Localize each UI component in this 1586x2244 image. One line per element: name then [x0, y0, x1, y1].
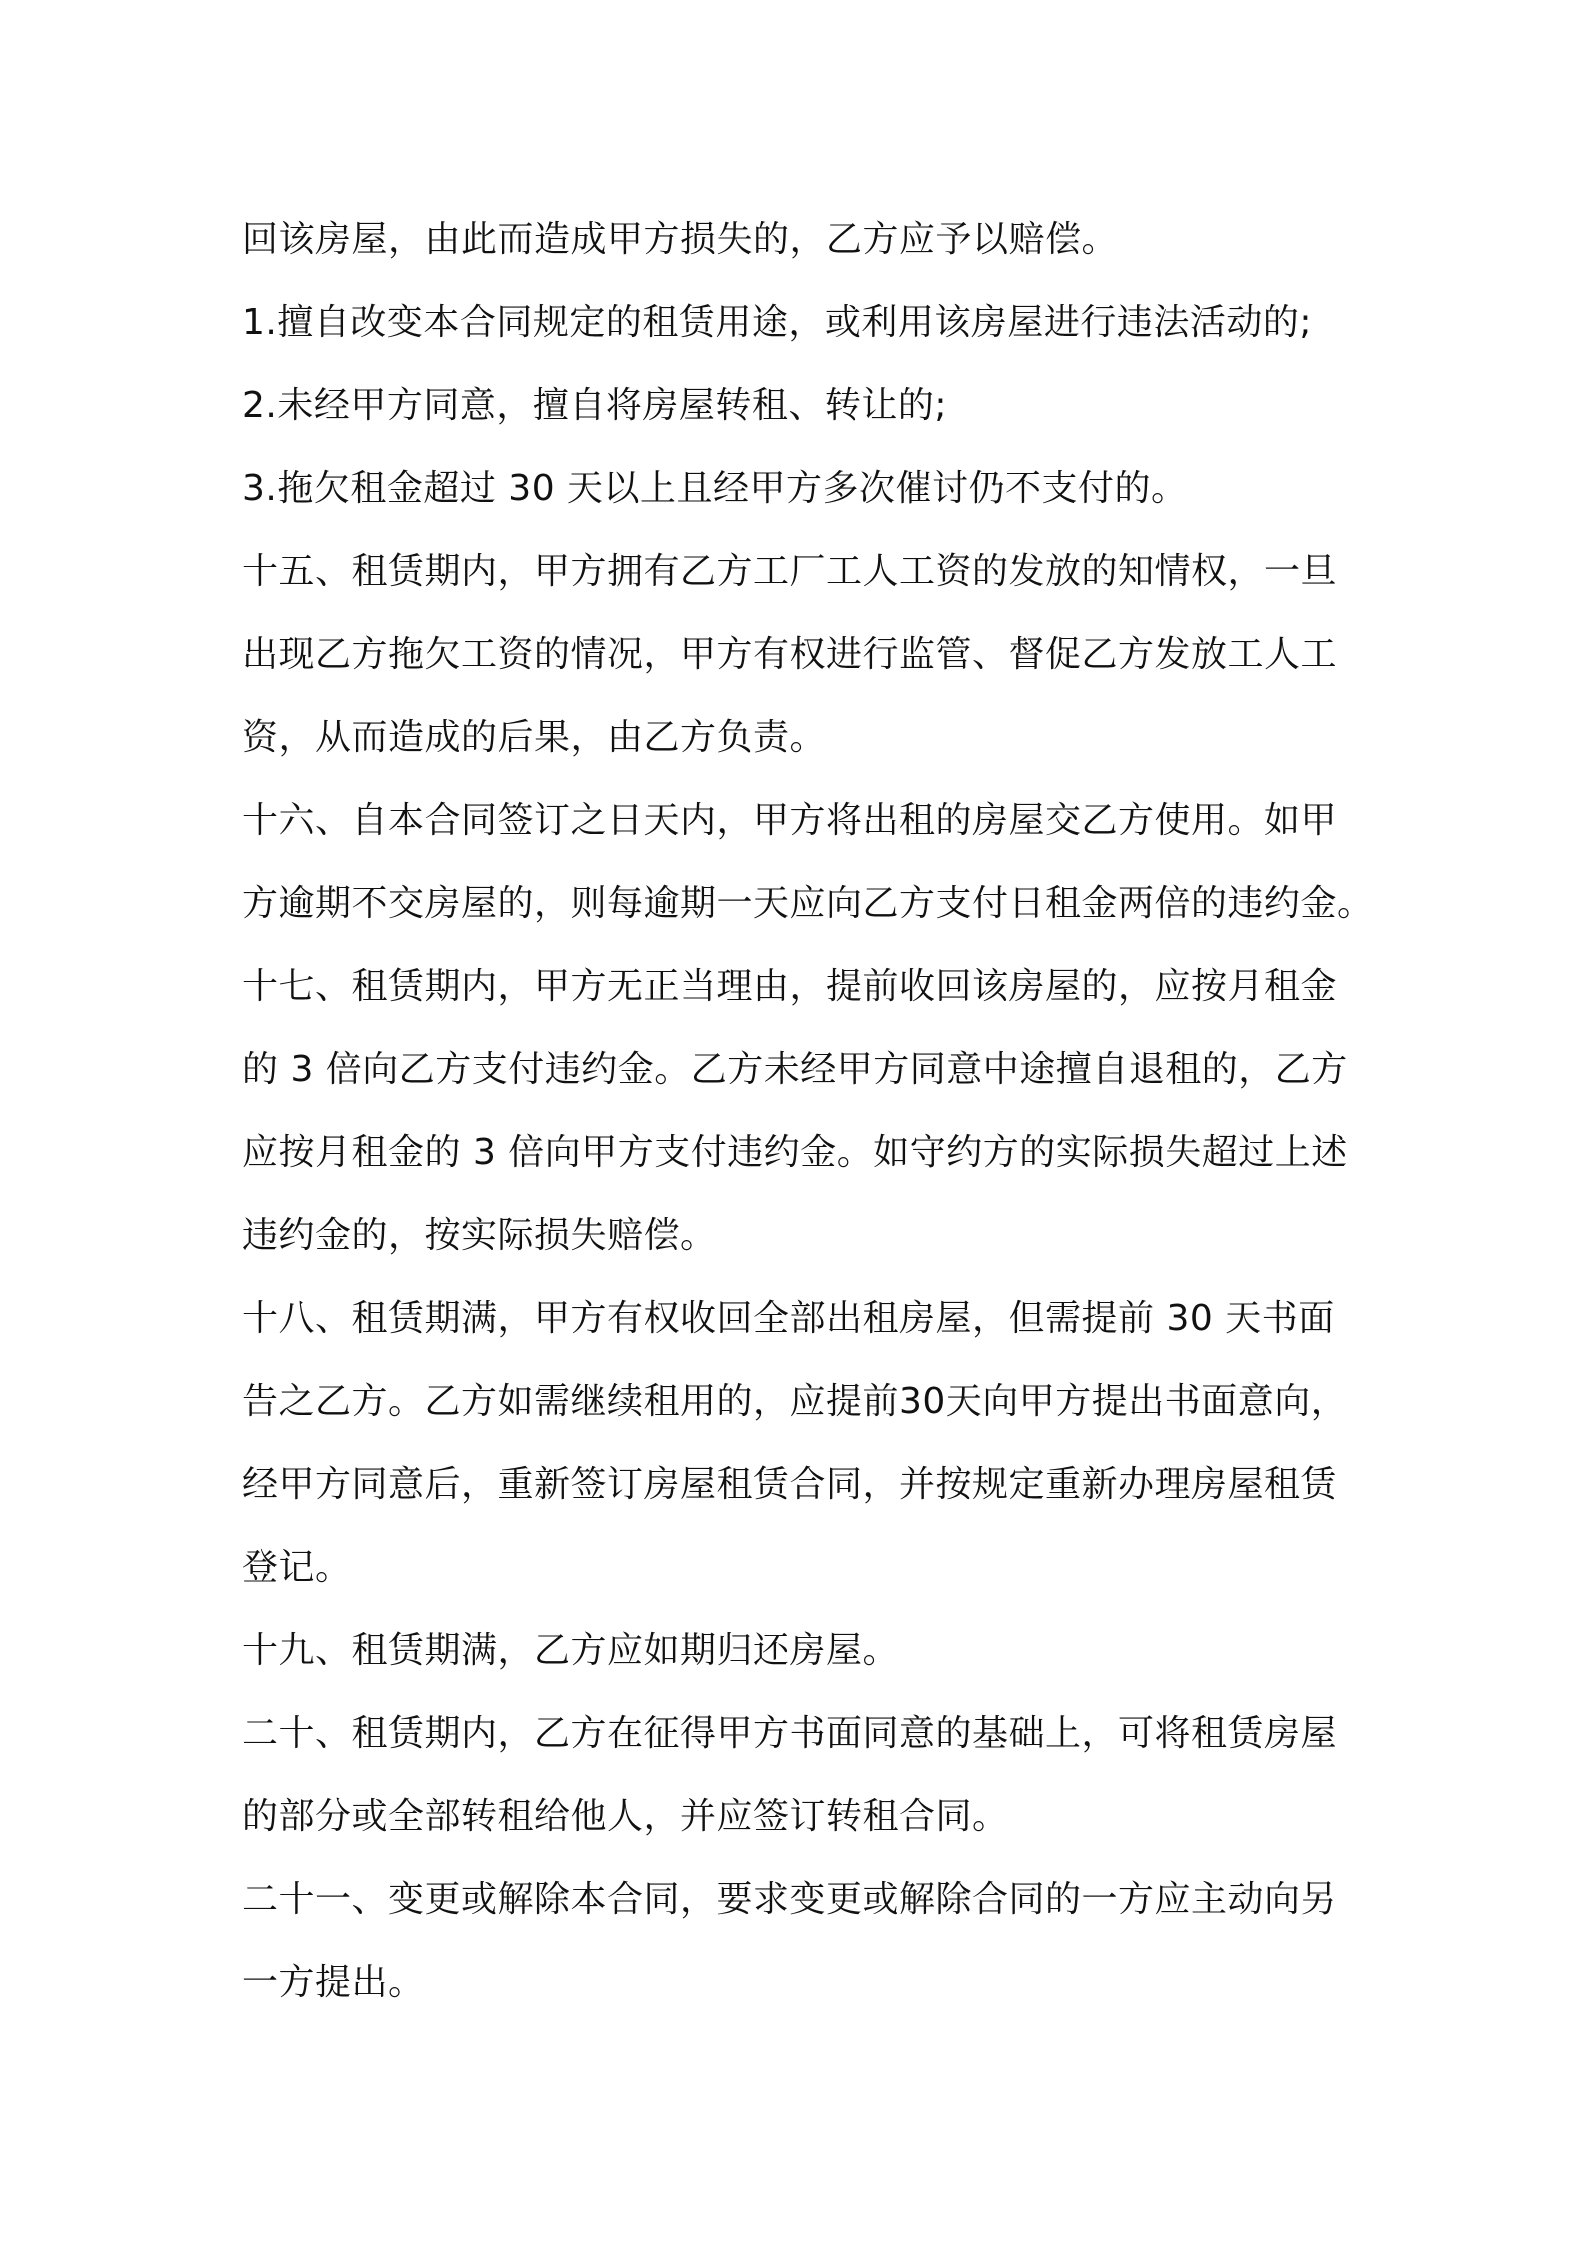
text-line: 十九、租赁期满，乙方应如期归还房屋。 — [242, 1630, 900, 1671]
text-line: 3.拖欠租金超过 30 天以上且经甲方多次催讨仍不支付的。 — [242, 468, 1188, 509]
text-line: 的部分或全部转租给他人，并应签订转租合同。 — [242, 1796, 1009, 1837]
text-line: 2.未经甲方同意，擅自将房屋转租、转让的; — [242, 385, 947, 426]
text-line: 二十一、变更或解除本合同，要求变更或解除合同的一方应主动向另 — [242, 1879, 1338, 1920]
text-line: 登记。 — [242, 1547, 352, 1588]
text-line: 1.擅自改变本合同规定的租赁用途，或利用该房屋进行违法活动的; — [242, 302, 1312, 343]
text-line: 十七、租赁期内，甲方无正当理由，提前收回该房屋的，应按月租金 — [242, 966, 1338, 1007]
text-line: 告之乙方。乙方如需继续租用的，应提前30天向甲方提出书面意向， — [242, 1381, 1348, 1422]
text-line: 应按月租金的 3 倍向甲方支付违约金。如守约方的实际损失超过上述 — [242, 1132, 1348, 1173]
text-line: 经甲方同意后，重新签订房屋租赁合同，并按规定重新办理房屋租赁 — [242, 1464, 1338, 1505]
contract-text-body — [242, 198, 1374, 2024]
text-line: 违约金的，按实际损失赔偿。 — [242, 1215, 717, 1256]
text-line: 十六、自本合同签订之日天内，甲方将出租的房屋交乙方使用。如甲 — [242, 800, 1338, 841]
text-line: 方逾期不交房屋的，则每逾期一天应向乙方支付日租金两倍的违约金。 — [242, 883, 1374, 924]
text-line: 出现乙方拖欠工资的情况，甲方有权进行监管、督促乙方发放工人工 — [242, 634, 1338, 675]
text-line: 十八、租赁期满，甲方有权收回全部出租房屋，但需提前 30 天书面 — [242, 1298, 1335, 1339]
text-line: 回该房屋，由此而造成甲方损失的，乙方应予以赔偿。 — [242, 219, 1119, 260]
text-line: 一方提出。 — [242, 1962, 425, 2003]
text-line: 资，从而造成的后果，由乙方负责。 — [242, 717, 827, 758]
text-line: 十五、租赁期内，甲方拥有乙方工厂工人工资的发放的知情权，一旦 — [242, 551, 1338, 592]
text-line: 的 3 倍向乙方支付违约金。乙方未经甲方同意中途擅自退租的，乙方 — [242, 1049, 1348, 1090]
text-line: 二十、租赁期内，乙方在征得甲方书面同意的基础上，可将租赁房屋 — [242, 1713, 1338, 1754]
